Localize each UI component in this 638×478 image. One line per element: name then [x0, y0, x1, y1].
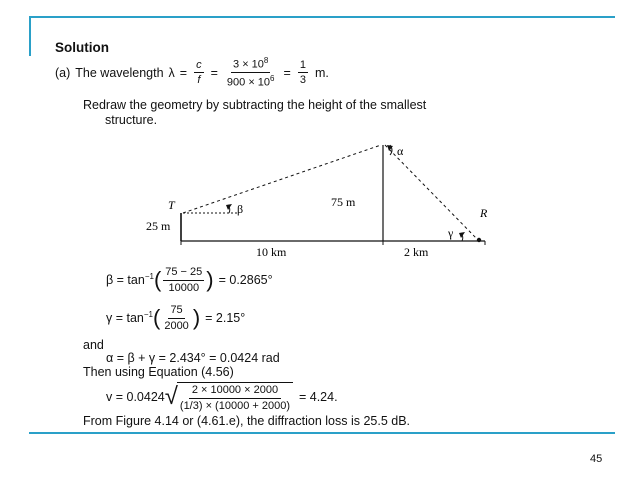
gamma-sup: −1 — [143, 310, 153, 319]
c-symbol: c — [194, 59, 204, 74]
label-beta: β — [237, 202, 244, 216]
beta-paren-close: ) — [206, 267, 214, 293]
f-symbol: f — [197, 74, 201, 87]
beta-paren-open: ( — [153, 267, 162, 293]
v-lhs: v = 0.0424 — [106, 390, 165, 405]
receiver-dot — [477, 238, 481, 242]
label-height-obstacle: 75 m — [331, 195, 356, 209]
label-gamma: γ — [448, 226, 454, 240]
alpha-equation: α = β + γ = 2.434° = 0.0424 rad — [106, 351, 280, 365]
then-text: Then using Equation (4.56) — [83, 365, 234, 379]
num-exp: 8 — [263, 56, 269, 65]
v-numerator: 2 × 10000 × 2000 — [189, 383, 281, 399]
redraw-line-1: Redraw the geometry by subtracting the height of the smallest — [83, 98, 427, 112]
beta-sup: −1 — [144, 272, 154, 281]
beta-arrow — [226, 204, 232, 210]
label-alpha: α — [397, 144, 404, 158]
beta-lhs: β = tan — [106, 273, 145, 288]
v-equation — [106, 382, 338, 412]
label-dist-left: 10 km — [256, 245, 287, 259]
lambda-symbol: λ — [168, 65, 175, 80]
label-t: T — [168, 198, 175, 212]
gamma-result: = 2.15° — [205, 311, 246, 326]
beta-numerator: 75 − 25 — [163, 266, 204, 281]
redraw-line-2: structure. — [105, 113, 158, 127]
page-number: 45 — [590, 453, 603, 465]
gamma-equation — [106, 304, 245, 332]
gamma-arrow — [459, 232, 465, 238]
equals-3: = — [283, 65, 291, 80]
beta-fraction — [163, 266, 204, 294]
three: 3 — [299, 74, 306, 87]
and-text: and — [83, 338, 104, 352]
gamma-paren-close: ) — [192, 305, 201, 331]
v-denominator: (1/3) × (10000 + 2000) — [179, 399, 290, 412]
wavelength-lead: The wavelength — [75, 65, 164, 80]
gamma-numerator: 75 — [168, 304, 184, 319]
one: 1 — [298, 59, 308, 74]
v-radicand — [177, 382, 293, 412]
den-exp: 6 — [270, 74, 275, 84]
equals-2: = — [210, 65, 218, 80]
gamma-denominator: 2000 — [164, 319, 189, 332]
gamma-fraction — [162, 304, 190, 332]
v-result: = 4.24. — [298, 390, 338, 405]
num-base: 3 × 10 — [233, 58, 264, 71]
bottom-rule — [29, 432, 615, 434]
label-r: R — [480, 206, 488, 220]
sqrt-symbol: √ — [164, 383, 178, 411]
wavelength-unit: m. — [314, 65, 329, 80]
conclusion-text: From Figure 4.14 or (4.61.e), the diffraction loss is 25.5 dB. — [83, 414, 411, 428]
beta-result: = 0.2865° — [218, 273, 273, 288]
equals-1: = — [179, 65, 188, 80]
ray-edge-to-r — [385, 145, 478, 240]
beta-denominator: 10000 — [168, 281, 200, 294]
gamma-lhs: γ = tan — [106, 311, 144, 326]
solution-heading: Solution — [55, 40, 109, 55]
label-dist-right: 2 km — [404, 245, 429, 259]
gamma-paren-open: ( — [153, 305, 161, 331]
label-height-t: 25 m — [146, 219, 171, 233]
part-label: (a) — [55, 65, 71, 80]
den-base: 900 × 10 — [226, 76, 271, 89]
beta-equation — [106, 266, 273, 294]
